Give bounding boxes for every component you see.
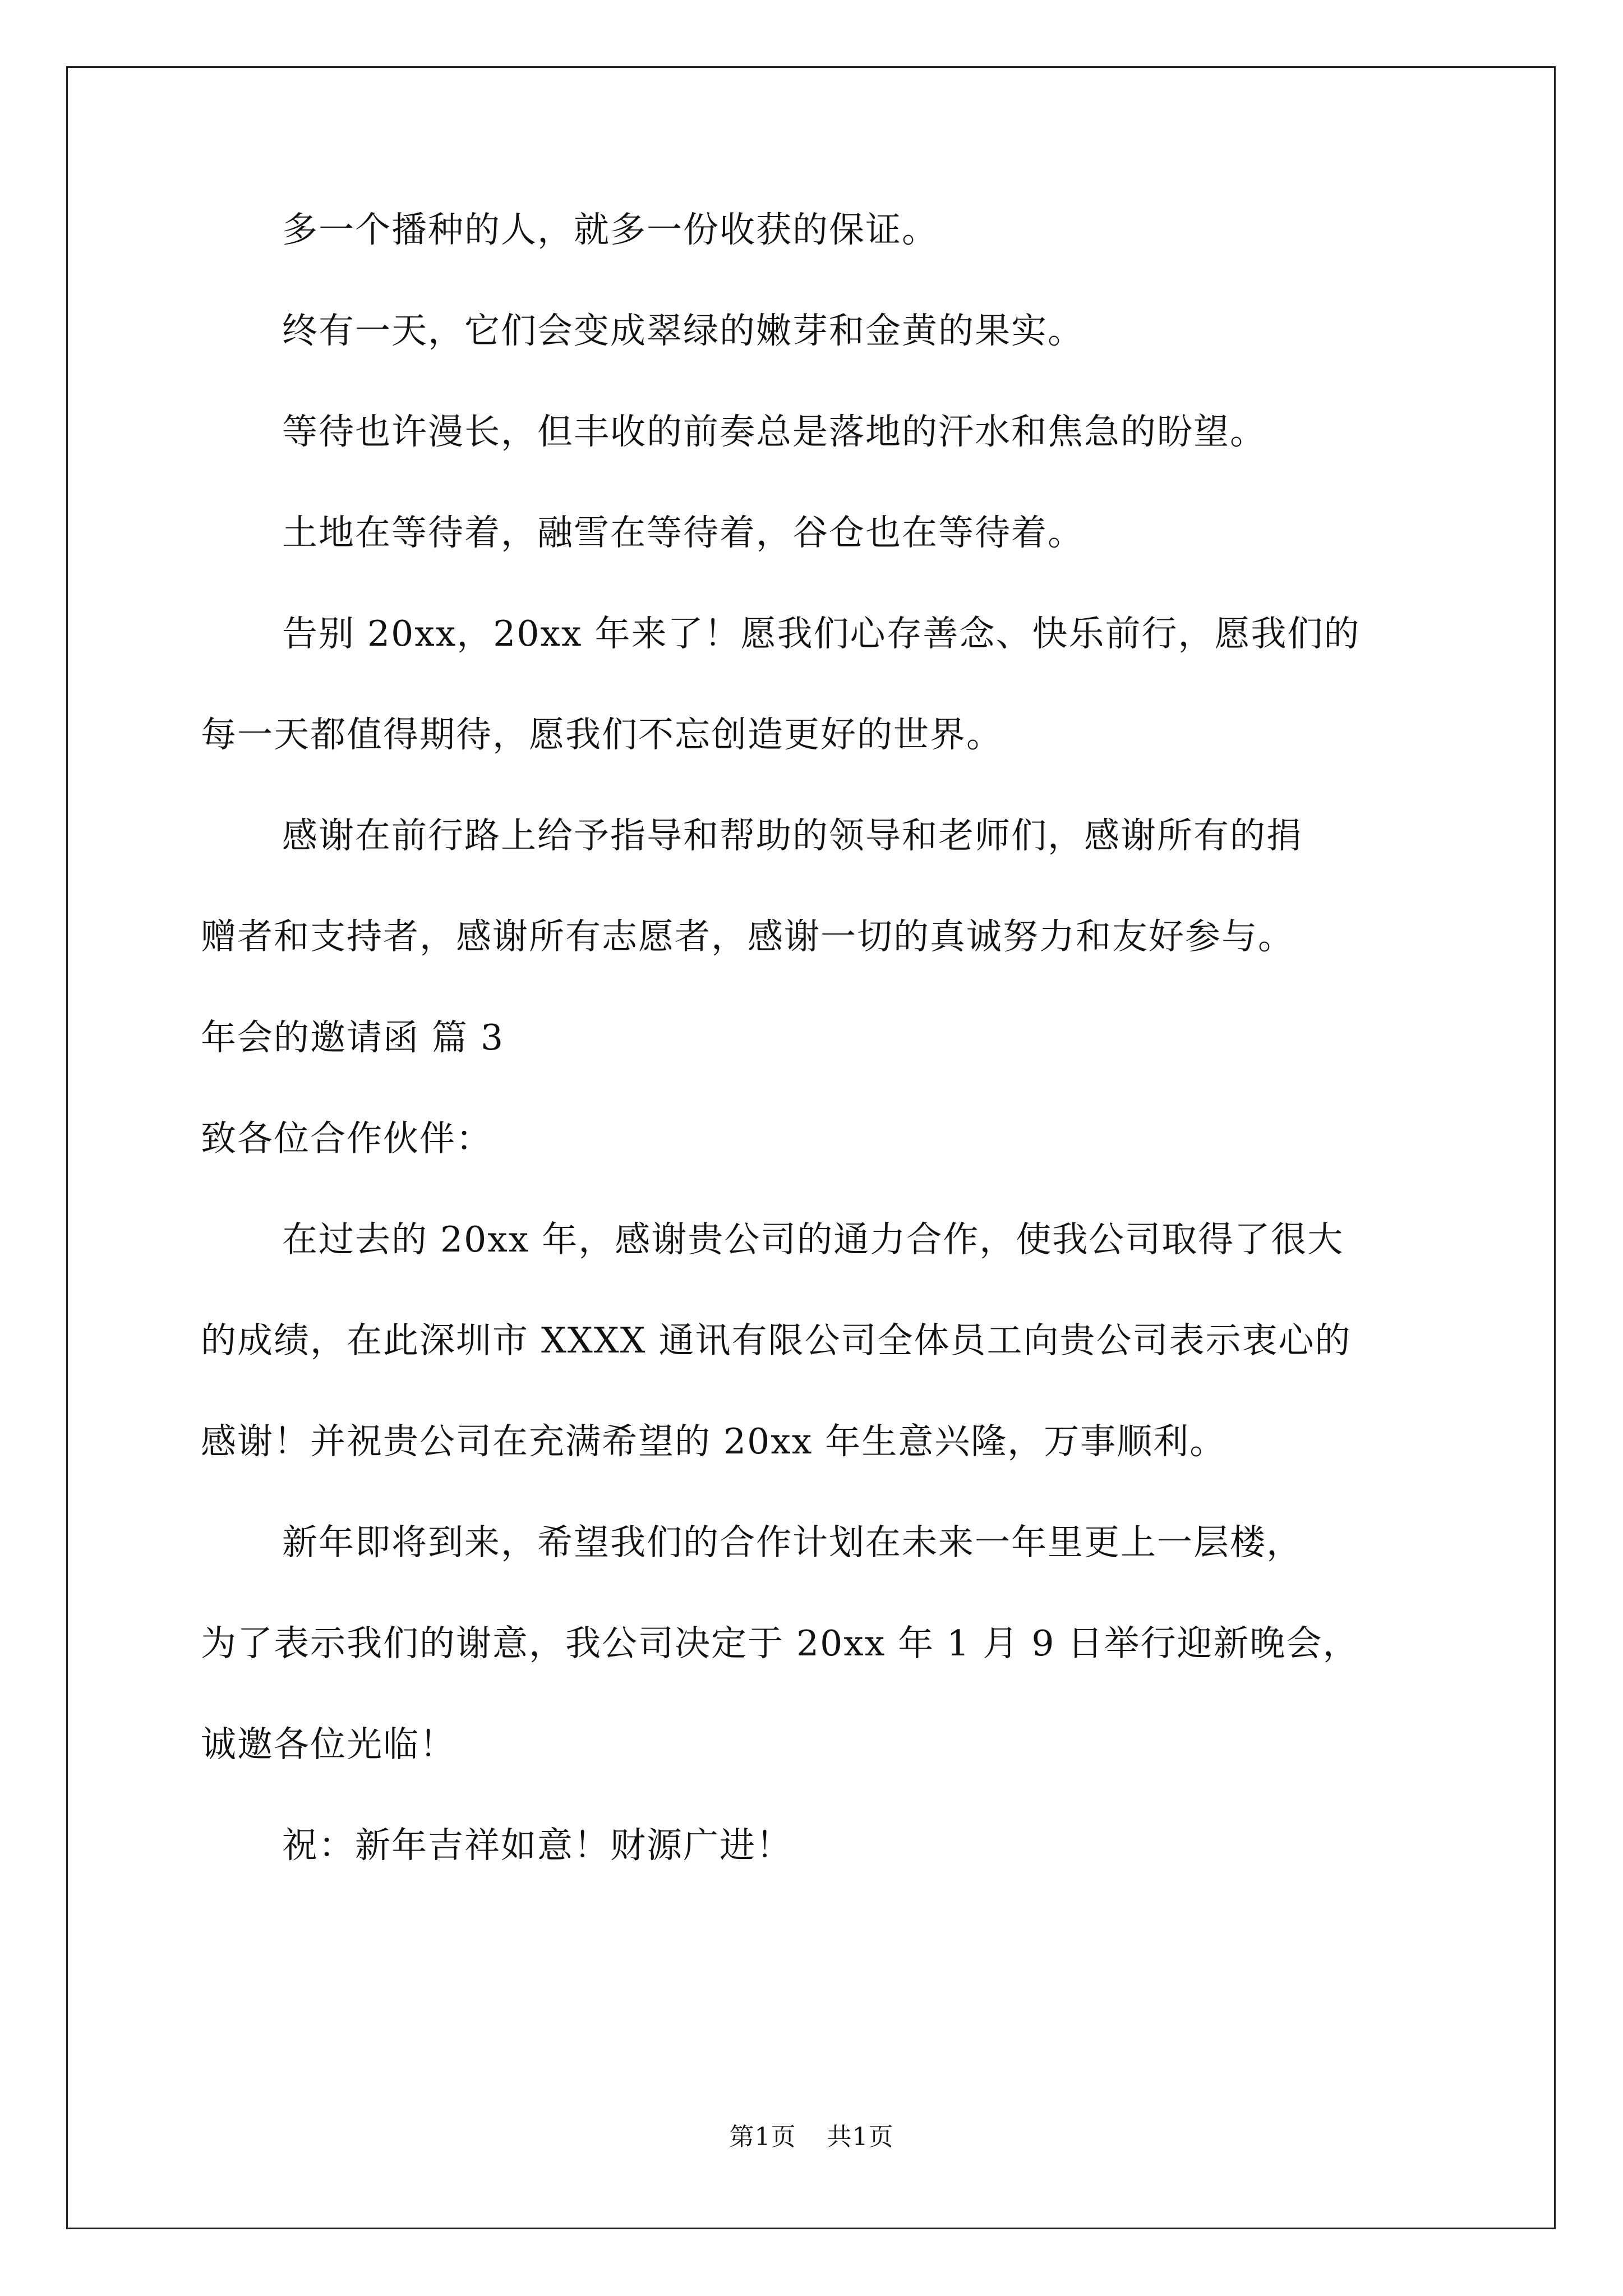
closing-wish: 祝：新年吉祥如意！财源广进！ [282,1825,792,1866]
paragraph-line: 在过去的 20xx 年，感谢贵公司的通力合作，使我公司取得了很大 [282,1219,1344,1260]
paragraph-line: 告别 20xx，20xx 年来了！愿我们心存善念、快乐前行，愿我们的 [282,613,1361,654]
paragraph-line: 多一个播种的人，就多一份收获的保证。 [282,209,938,250]
salutation: 致各位合作伙伴： [201,1118,492,1159]
paragraph-line: 为了表示我们的谢意，我公司决定于 20xx 年 1 月 9 日举行迎新晚会， [201,1623,1359,1664]
paragraph-line: 新年即将到来，希望我们的合作计划在未来一年里更上一层楼， [282,1522,1303,1563]
page-number: 第1页 [729,2123,796,2151]
paragraph-line: 土地在等待着，融雪在等待着，谷仓也在等待着。 [282,512,1084,553]
page-total: 共1页 [827,2123,894,2151]
paragraph-line: 终有一天，它们会变成翠绿的嫩芽和金黄的果实。 [282,310,1084,351]
section-heading: 年会的邀请函 篇 3 [201,1017,505,1058]
paragraph-line: 感谢！并祝贵公司在充满希望的 20xx 年生意兴隆，万事顺利。 [201,1421,1227,1462]
page-footer [0,2120,1623,2154]
paragraph-line: 赠者和支持者，感谢所有志愿者，感谢一切的真诚努力和友好参与。 [201,916,1294,957]
paragraph-line: 的成绩，在此深圳市 XXXX 通讯有限公司全体员工向贵公司表示衷心的 [201,1320,1352,1361]
paragraph-line: 等待也许漫长，但丰收的前奏总是落地的汗水和焦急的盼望。 [282,411,1266,452]
paragraph-line: 诚邀各位光临！ [201,1724,456,1765]
paragraph-line: 感谢在前行路上给予指导和帮助的领导和老师们，感谢所有的捐 [282,815,1303,856]
paragraph-line: 每一天都值得期待，愿我们不忘创造更好的世界。 [201,714,1003,755]
